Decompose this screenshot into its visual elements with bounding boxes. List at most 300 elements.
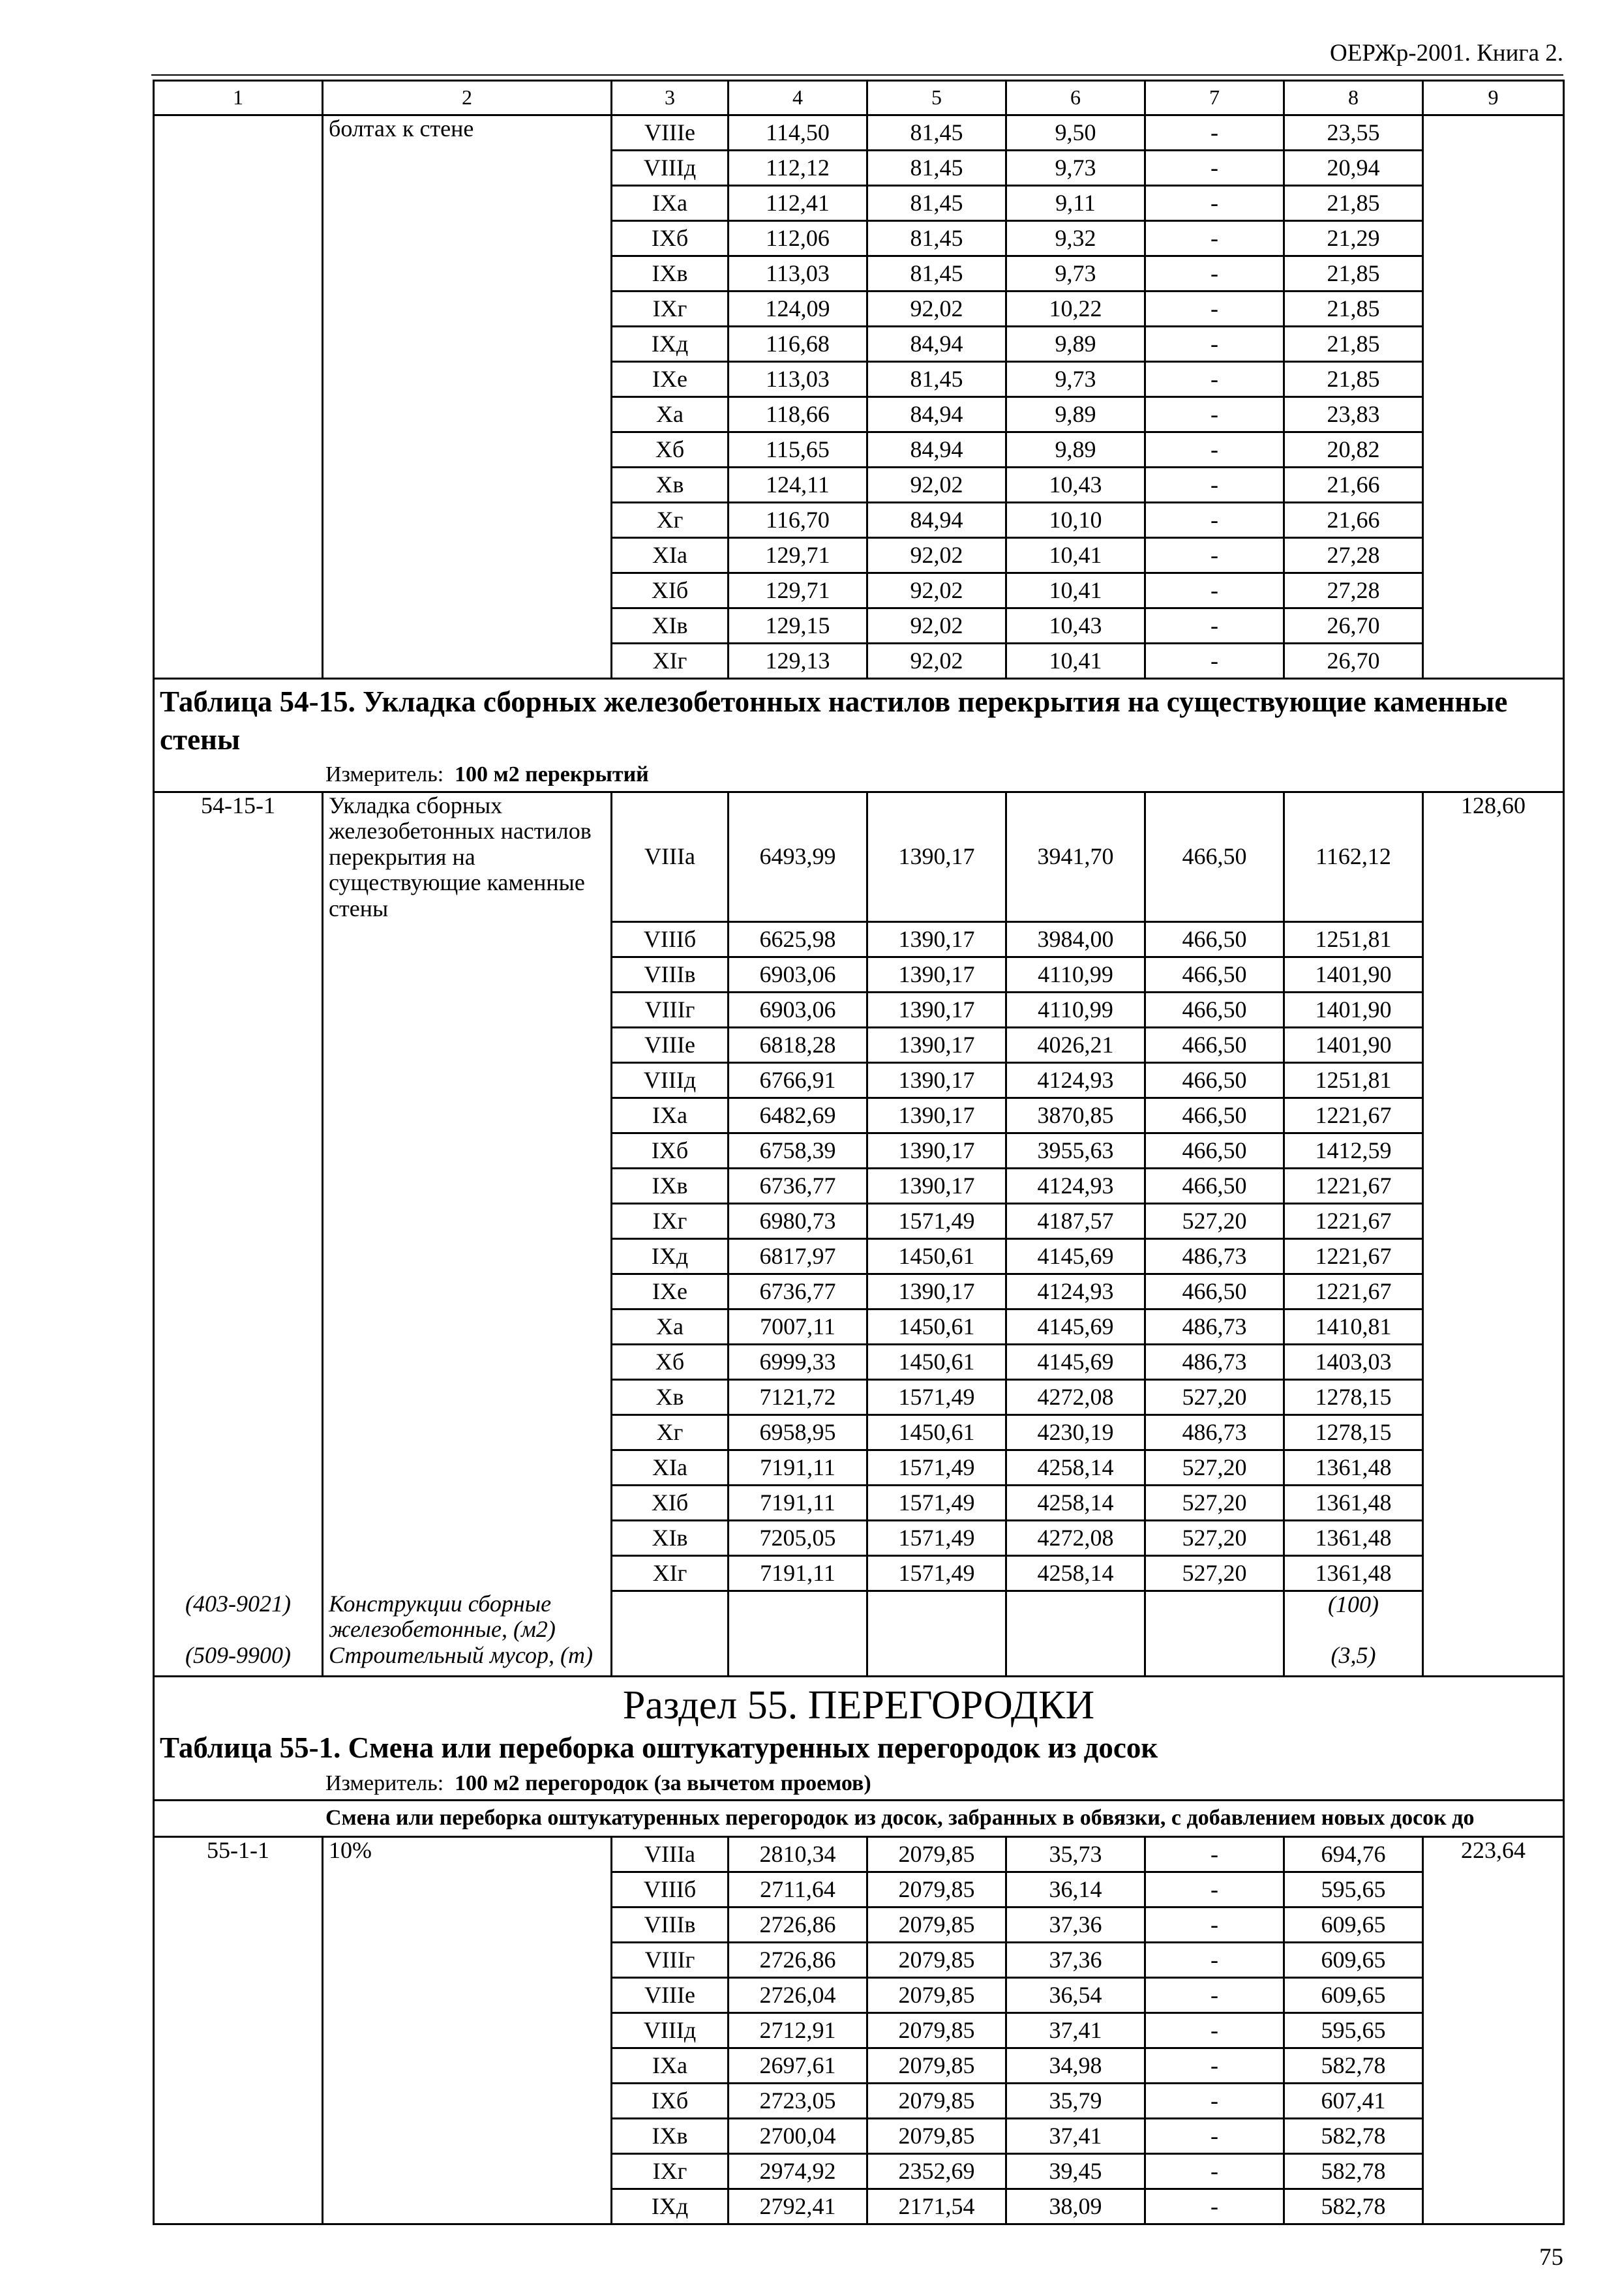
rate-code-cell xyxy=(154,221,323,256)
material-cost-cell: 21,85 xyxy=(1284,292,1423,327)
labor-cost-cell: 1571,49 xyxy=(867,1380,1006,1415)
rate-code-cell xyxy=(154,573,323,608)
machine-cost-cell: 9,89 xyxy=(1006,432,1145,468)
zone-cell: VIIIг xyxy=(612,993,729,1028)
rate-code-cell xyxy=(154,292,323,327)
material-cost-cell: 595,65 xyxy=(1284,1872,1423,1907)
driver-wage-cell: - xyxy=(1145,1942,1284,1977)
measure-value: 100 м2 перекрытий xyxy=(455,762,649,787)
rate-code-cell xyxy=(154,1098,323,1133)
document-header: ОЕРЖр-2001. Книга 2. xyxy=(1330,40,1563,67)
labor-hours-cell xyxy=(1423,922,1564,957)
resource-code-cell: (403-9021) xyxy=(154,1591,323,1643)
total-cost-cell: 129,15 xyxy=(729,608,867,644)
work-description-cell xyxy=(323,1521,612,1556)
labor-hours-cell xyxy=(1423,1380,1564,1415)
table-row xyxy=(154,503,1564,538)
table-row xyxy=(154,608,1564,644)
table-row xyxy=(154,1521,1564,1556)
table-row xyxy=(154,922,1564,957)
work-description-cell xyxy=(323,1345,612,1380)
machine-cost-cell: 9,89 xyxy=(1006,327,1145,362)
total-cost-cell: 129,71 xyxy=(729,538,867,573)
total-cost-cell: 6493,99 xyxy=(729,792,867,921)
machine-cost-cell: 9,50 xyxy=(1006,115,1145,151)
machine-cost-cell: 9,11 xyxy=(1006,186,1145,221)
machine-cost-cell: 10,22 xyxy=(1006,292,1145,327)
total-cost-cell: 118,66 xyxy=(729,397,867,432)
total-cost-cell: 6958,95 xyxy=(729,1415,867,1450)
work-description-cell xyxy=(323,957,612,993)
total-cost-cell: 2974,92 xyxy=(729,2153,867,2189)
work-description-cell xyxy=(323,922,612,957)
rate-code-cell xyxy=(154,1380,323,1415)
empty-cell xyxy=(1423,1591,1564,1643)
column-number: 9 xyxy=(1423,81,1564,115)
machine-cost-cell: 4187,57 xyxy=(1006,1204,1145,1239)
labor-cost-cell: 1390,17 xyxy=(867,1028,1006,1063)
driver-wage-cell: - xyxy=(1145,538,1284,573)
material-cost-cell: 1221,67 xyxy=(1284,1204,1423,1239)
work-description-cell xyxy=(323,1872,612,1907)
labor-cost-cell: 1390,17 xyxy=(867,1169,1006,1204)
column-number: 5 xyxy=(867,81,1006,115)
zone-cell: IXб xyxy=(612,1133,729,1169)
zone-cell: XIа xyxy=(612,538,729,573)
table-row xyxy=(154,186,1564,221)
labor-hours-cell xyxy=(1423,115,1564,151)
table-row xyxy=(154,644,1564,679)
rate-code-cell xyxy=(154,1942,323,1977)
empty-cell xyxy=(612,1591,729,1643)
labor-hours-cell xyxy=(1423,1977,1564,2012)
labor-cost-cell: 1390,17 xyxy=(867,792,1006,921)
labor-cost-cell: 81,45 xyxy=(867,256,1006,292)
work-description-cell xyxy=(323,2012,612,2048)
driver-wage-cell: - xyxy=(1145,362,1284,397)
work-description-cell xyxy=(323,1486,612,1521)
work-description-cell xyxy=(323,1309,612,1345)
zone-cell: IXа xyxy=(612,1098,729,1133)
machine-cost-cell: 10,41 xyxy=(1006,573,1145,608)
driver-wage-cell: 466,50 xyxy=(1145,1169,1284,1204)
labor-hours-cell xyxy=(1423,362,1564,397)
zone-cell: Xа xyxy=(612,397,729,432)
table-row xyxy=(154,1450,1564,1486)
total-cost-cell: 112,41 xyxy=(729,186,867,221)
rate-code-cell xyxy=(154,468,323,503)
driver-wage-cell: - xyxy=(1145,1872,1284,1907)
zone-cell: VIIIе xyxy=(612,115,729,151)
table-row xyxy=(154,1345,1564,1380)
total-cost-cell: 124,09 xyxy=(729,292,867,327)
machine-cost-cell: 37,41 xyxy=(1006,2012,1145,2048)
rates-table xyxy=(153,80,1565,2225)
subheading-cell xyxy=(154,1801,1564,1837)
driver-wage-cell: 466,50 xyxy=(1145,792,1284,921)
table-row xyxy=(154,256,1564,292)
empty-cell xyxy=(1006,1591,1145,1643)
zone-cell: XIв xyxy=(612,1521,729,1556)
material-cost-cell: 1403,03 xyxy=(1284,1345,1423,1380)
material-cost-cell: 1361,48 xyxy=(1284,1556,1423,1591)
labor-cost-cell: 2352,69 xyxy=(867,2153,1006,2189)
total-cost-cell: 7191,11 xyxy=(729,1486,867,1521)
material-cost-cell: 27,28 xyxy=(1284,573,1423,608)
empty-cell xyxy=(729,1591,867,1643)
total-cost-cell: 2712,91 xyxy=(729,2012,867,2048)
total-cost-cell: 112,12 xyxy=(729,151,867,186)
empty-cell xyxy=(1145,1591,1284,1643)
driver-wage-cell: - xyxy=(1145,2153,1284,2189)
material-cost-cell: 20,82 xyxy=(1284,432,1423,468)
labor-cost-cell: 1450,61 xyxy=(867,1239,1006,1274)
zone-cell: XIб xyxy=(612,1486,729,1521)
total-cost-cell: 2810,34 xyxy=(729,1836,867,1872)
labor-hours-cell: 223,64 xyxy=(1423,1836,1564,1872)
labor-hours-cell xyxy=(1423,221,1564,256)
labor-cost-cell: 2079,85 xyxy=(867,2118,1006,2153)
material-cost-cell: 1412,59 xyxy=(1284,1133,1423,1169)
material-cost-cell: 595,65 xyxy=(1284,2012,1423,2048)
section-heading-cell xyxy=(154,1676,1564,1800)
rate-code-cell xyxy=(154,1204,323,1239)
work-description-cell xyxy=(323,1063,612,1098)
table-row xyxy=(154,1133,1564,1169)
table-row xyxy=(154,432,1564,468)
material-cost-cell: 1401,90 xyxy=(1284,993,1423,1028)
rate-code-cell xyxy=(154,538,323,573)
work-description-cell xyxy=(323,256,612,292)
resource-row xyxy=(154,1591,1564,1643)
column-number: 1 xyxy=(154,81,323,115)
rate-code-cell xyxy=(154,1556,323,1591)
machine-cost-cell: 4124,93 xyxy=(1006,1169,1145,1204)
total-cost-cell: 7121,72 xyxy=(729,1380,867,1415)
table-row xyxy=(154,1415,1564,1450)
zone-cell: IXв xyxy=(612,2118,729,2153)
total-cost-cell: 114,50 xyxy=(729,115,867,151)
rate-code-cell xyxy=(154,432,323,468)
zone-cell: Xб xyxy=(612,432,729,468)
total-cost-cell: 6766,91 xyxy=(729,1063,867,1098)
rate-code-cell xyxy=(154,957,323,993)
material-cost-cell: 1278,15 xyxy=(1284,1415,1423,1450)
work-description-cell xyxy=(323,2189,612,2224)
work-description-cell xyxy=(323,327,612,362)
work-description-cell xyxy=(323,1942,612,1977)
labor-hours-cell xyxy=(1423,2048,1564,2083)
driver-wage-cell: - xyxy=(1145,151,1284,186)
material-cost-cell: 1251,81 xyxy=(1284,1063,1423,1098)
table-heading-cell xyxy=(154,679,1564,792)
driver-wage-cell: 527,20 xyxy=(1145,1521,1284,1556)
work-description-cell xyxy=(323,2083,612,2118)
driver-wage-cell: 486,73 xyxy=(1145,1239,1284,1274)
material-cost-cell: 1401,90 xyxy=(1284,1028,1423,1063)
driver-wage-cell: 486,73 xyxy=(1145,1415,1284,1450)
labor-cost-cell: 1450,61 xyxy=(867,1415,1006,1450)
labor-cost-cell: 2079,85 xyxy=(867,1836,1006,1872)
labor-cost-cell: 81,45 xyxy=(867,221,1006,256)
column-number: 8 xyxy=(1284,81,1423,115)
machine-cost-cell: 4272,08 xyxy=(1006,1380,1145,1415)
labor-hours-cell xyxy=(1423,644,1564,679)
table-row xyxy=(154,957,1564,993)
labor-hours-cell xyxy=(1423,993,1564,1028)
material-cost-cell: 26,70 xyxy=(1284,608,1423,644)
table-row xyxy=(154,2118,1564,2153)
machine-cost-cell: 4230,19 xyxy=(1006,1415,1145,1450)
work-description-cell xyxy=(323,1274,612,1309)
work-description-cell xyxy=(323,993,612,1028)
labor-hours-cell xyxy=(1423,1028,1564,1063)
zone-cell: Xг xyxy=(612,1415,729,1450)
section-heading xyxy=(154,1676,1564,1800)
labor-cost-cell: 2079,85 xyxy=(867,1977,1006,2012)
rate-code-cell: 55-1-1 xyxy=(154,1836,323,1872)
material-cost-cell: 1251,81 xyxy=(1284,922,1423,957)
machine-cost-cell: 37,36 xyxy=(1006,1907,1145,1942)
labor-hours-cell xyxy=(1423,1239,1564,1274)
machine-cost-cell: 3941,70 xyxy=(1006,792,1145,921)
work-description-cell xyxy=(323,1169,612,1204)
zone-cell: XIа xyxy=(612,1450,729,1486)
labor-cost-cell: 92,02 xyxy=(867,644,1006,679)
rate-code-cell xyxy=(154,1977,323,2012)
rate-code-cell: 54-15-1 xyxy=(154,792,323,921)
labor-cost-cell: 1450,61 xyxy=(867,1309,1006,1345)
zone-cell: VIIIа xyxy=(612,792,729,921)
labor-hours-cell xyxy=(1423,1450,1564,1486)
driver-wage-cell: - xyxy=(1145,432,1284,468)
table-row xyxy=(154,993,1564,1028)
work-description-cell xyxy=(323,221,612,256)
table-row xyxy=(154,1169,1564,1204)
labor-hours-cell xyxy=(1423,1521,1564,1556)
material-cost-cell: 582,78 xyxy=(1284,2048,1423,2083)
work-description-cell xyxy=(323,1450,612,1486)
machine-cost-cell: 35,79 xyxy=(1006,2083,1145,2118)
rate-code-cell xyxy=(154,1450,323,1486)
rate-code-cell xyxy=(154,2189,323,2224)
total-cost-cell: 129,13 xyxy=(729,644,867,679)
zone-cell: IXб xyxy=(612,2083,729,2118)
total-cost-cell: 2723,05 xyxy=(729,2083,867,2118)
rate-code-cell xyxy=(154,1486,323,1521)
work-description-cell xyxy=(323,1977,612,2012)
labor-hours-cell xyxy=(1423,2189,1564,2224)
labor-hours-cell xyxy=(1423,1345,1564,1380)
labor-hours-cell xyxy=(1423,292,1564,327)
total-cost-cell: 124,11 xyxy=(729,468,867,503)
labor-hours-cell xyxy=(1423,1309,1564,1345)
total-cost-cell: 6736,77 xyxy=(729,1274,867,1309)
rate-code-cell xyxy=(154,1133,323,1169)
machine-cost-cell: 4026,21 xyxy=(1006,1028,1145,1063)
labor-cost-cell: 81,45 xyxy=(867,151,1006,186)
material-cost-cell: 1361,48 xyxy=(1284,1521,1423,1556)
measure-label: Измеритель: xyxy=(325,762,444,787)
rate-code-cell xyxy=(154,1345,323,1380)
zone-cell: VIIIд xyxy=(612,2012,729,2048)
driver-wage-cell: 527,20 xyxy=(1145,1450,1284,1486)
driver-wage-cell: - xyxy=(1145,2012,1284,2048)
table-row xyxy=(154,1274,1564,1309)
table-row xyxy=(154,1098,1564,1133)
labor-cost-cell: 84,94 xyxy=(867,503,1006,538)
column-number: 2 xyxy=(323,81,612,115)
machine-cost-cell: 10,41 xyxy=(1006,538,1145,573)
material-cost-cell: 21,29 xyxy=(1284,221,1423,256)
work-description-cell xyxy=(323,1556,612,1591)
machine-cost-cell: 4145,69 xyxy=(1006,1309,1145,1345)
labor-cost-cell: 1571,49 xyxy=(867,1486,1006,1521)
machine-cost-cell: 36,14 xyxy=(1006,1872,1145,1907)
machine-cost-cell: 9,73 xyxy=(1006,256,1145,292)
rate-code-cell xyxy=(154,1028,323,1063)
labor-hours-cell xyxy=(1423,1942,1564,1977)
resource-name-cell: Строительный мусор, (т) xyxy=(323,1643,612,1677)
labor-hours-cell xyxy=(1423,1907,1564,1942)
labor-hours-cell xyxy=(1423,1063,1564,1098)
material-cost-cell: 21,85 xyxy=(1284,256,1423,292)
labor-hours-cell xyxy=(1423,1204,1564,1239)
labor-hours-cell xyxy=(1423,573,1564,608)
labor-hours-cell xyxy=(1423,1556,1564,1591)
table-row xyxy=(154,2083,1564,2118)
rate-code-cell xyxy=(154,2118,323,2153)
rate-code-cell xyxy=(154,1872,323,1907)
table-row xyxy=(154,1977,1564,2012)
driver-wage-cell: - xyxy=(1145,292,1284,327)
table-row xyxy=(154,1309,1564,1345)
column-number: 6 xyxy=(1006,81,1145,115)
resource-code-cell: (509-9900) xyxy=(154,1643,323,1677)
machine-cost-cell: 4124,93 xyxy=(1006,1063,1145,1098)
rate-code-cell xyxy=(154,151,323,186)
material-cost-cell: 23,83 xyxy=(1284,397,1423,432)
driver-wage-cell: 466,50 xyxy=(1145,957,1284,993)
machine-cost-cell: 9,32 xyxy=(1006,221,1145,256)
labor-cost-cell: 2079,85 xyxy=(867,1942,1006,1977)
labor-cost-cell: 1390,17 xyxy=(867,1133,1006,1169)
labor-cost-cell: 2079,85 xyxy=(867,2083,1006,2118)
total-cost-cell: 7205,05 xyxy=(729,1521,867,1556)
zone-cell: Xг xyxy=(612,503,729,538)
labor-hours-cell xyxy=(1423,432,1564,468)
table-row xyxy=(154,468,1564,503)
machine-cost-cell: 4145,69 xyxy=(1006,1239,1145,1274)
machine-cost-cell: 4258,14 xyxy=(1006,1486,1145,1521)
driver-wage-cell: 527,20 xyxy=(1145,1556,1284,1591)
machine-cost-cell: 4124,93 xyxy=(1006,1274,1145,1309)
machine-cost-cell: 4110,99 xyxy=(1006,957,1145,993)
machine-cost-cell: 10,43 xyxy=(1006,608,1145,644)
material-cost-cell: 1162,12 xyxy=(1284,792,1423,921)
total-cost-cell: 2726,86 xyxy=(729,1942,867,1977)
labor-hours-cell xyxy=(1423,1133,1564,1169)
labor-cost-cell: 1571,49 xyxy=(867,1521,1006,1556)
driver-wage-cell: 466,50 xyxy=(1145,1274,1284,1309)
material-cost-cell: 609,65 xyxy=(1284,1942,1423,1977)
labor-cost-cell: 1390,17 xyxy=(867,957,1006,993)
table-heading xyxy=(154,679,1564,792)
machine-cost-cell: 36,54 xyxy=(1006,1977,1145,2012)
machine-cost-cell: 37,36 xyxy=(1006,1942,1145,1977)
zone-cell: XIв xyxy=(612,608,729,644)
resource-value-cell: (100) xyxy=(1284,1591,1423,1643)
work-description-cell: болтах к стене xyxy=(323,115,612,151)
labor-hours-cell xyxy=(1423,256,1564,292)
material-cost-cell: 609,65 xyxy=(1284,1977,1423,2012)
rate-code-cell xyxy=(154,608,323,644)
material-cost-cell: 1221,67 xyxy=(1284,1239,1423,1274)
table-row xyxy=(154,1556,1564,1591)
rate-code-cell xyxy=(154,115,323,151)
table-title: Таблица 55-1. Смена или переборка оштукатуренных перегородок из досок xyxy=(160,1731,1158,1765)
zone-cell: Xв xyxy=(612,468,729,503)
labor-hours-cell xyxy=(1423,327,1564,362)
table-row xyxy=(154,1239,1564,1274)
rate-code-cell xyxy=(154,993,323,1028)
labor-cost-cell: 92,02 xyxy=(867,292,1006,327)
rate-code-cell xyxy=(154,2153,323,2189)
total-cost-cell: 113,03 xyxy=(729,256,867,292)
zone-cell: IXг xyxy=(612,2153,729,2189)
material-cost-cell: 1221,67 xyxy=(1284,1274,1423,1309)
material-cost-cell: 21,85 xyxy=(1284,362,1423,397)
material-cost-cell: 1410,81 xyxy=(1284,1309,1423,1345)
labor-hours-cell xyxy=(1423,151,1564,186)
labor-cost-cell: 81,45 xyxy=(867,115,1006,151)
table-row xyxy=(154,327,1564,362)
driver-wage-cell: - xyxy=(1145,503,1284,538)
material-cost-cell: 1361,48 xyxy=(1284,1486,1423,1521)
labor-cost-cell: 92,02 xyxy=(867,538,1006,573)
driver-wage-cell: 486,73 xyxy=(1145,1309,1284,1345)
rate-code-cell xyxy=(154,922,323,957)
labor-cost-cell: 2079,85 xyxy=(867,2012,1006,2048)
total-cost-cell: 6817,97 xyxy=(729,1239,867,1274)
work-description-cell xyxy=(323,1907,612,1942)
table-row xyxy=(154,1942,1564,1977)
material-cost-cell: 582,78 xyxy=(1284,2118,1423,2153)
work-description-cell xyxy=(323,1239,612,1274)
zone-cell: IXд xyxy=(612,327,729,362)
labor-cost-cell: 1390,17 xyxy=(867,1274,1006,1309)
machine-cost-cell: 9,89 xyxy=(1006,397,1145,432)
zone-cell: IXв xyxy=(612,1169,729,1204)
header-divider xyxy=(151,74,1563,76)
driver-wage-cell: 527,20 xyxy=(1145,1380,1284,1415)
work-description-cell xyxy=(323,2153,612,2189)
driver-wage-cell: 466,50 xyxy=(1145,1028,1284,1063)
driver-wage-cell: - xyxy=(1145,397,1284,432)
driver-wage-cell: 466,50 xyxy=(1145,922,1284,957)
table-row xyxy=(154,1907,1564,1942)
work-description-cell xyxy=(323,1380,612,1415)
machine-cost-cell: 4145,69 xyxy=(1006,1345,1145,1380)
zone-cell: IXд xyxy=(612,1239,729,1274)
rate-code-cell xyxy=(154,1907,323,1942)
labor-hours-cell xyxy=(1423,2153,1564,2189)
empty-cell xyxy=(867,1643,1006,1677)
zone-cell: IXв xyxy=(612,256,729,292)
table-row xyxy=(154,1872,1564,1907)
labor-cost-cell: 2079,85 xyxy=(867,2048,1006,2083)
machine-cost-cell: 4110,99 xyxy=(1006,993,1145,1028)
